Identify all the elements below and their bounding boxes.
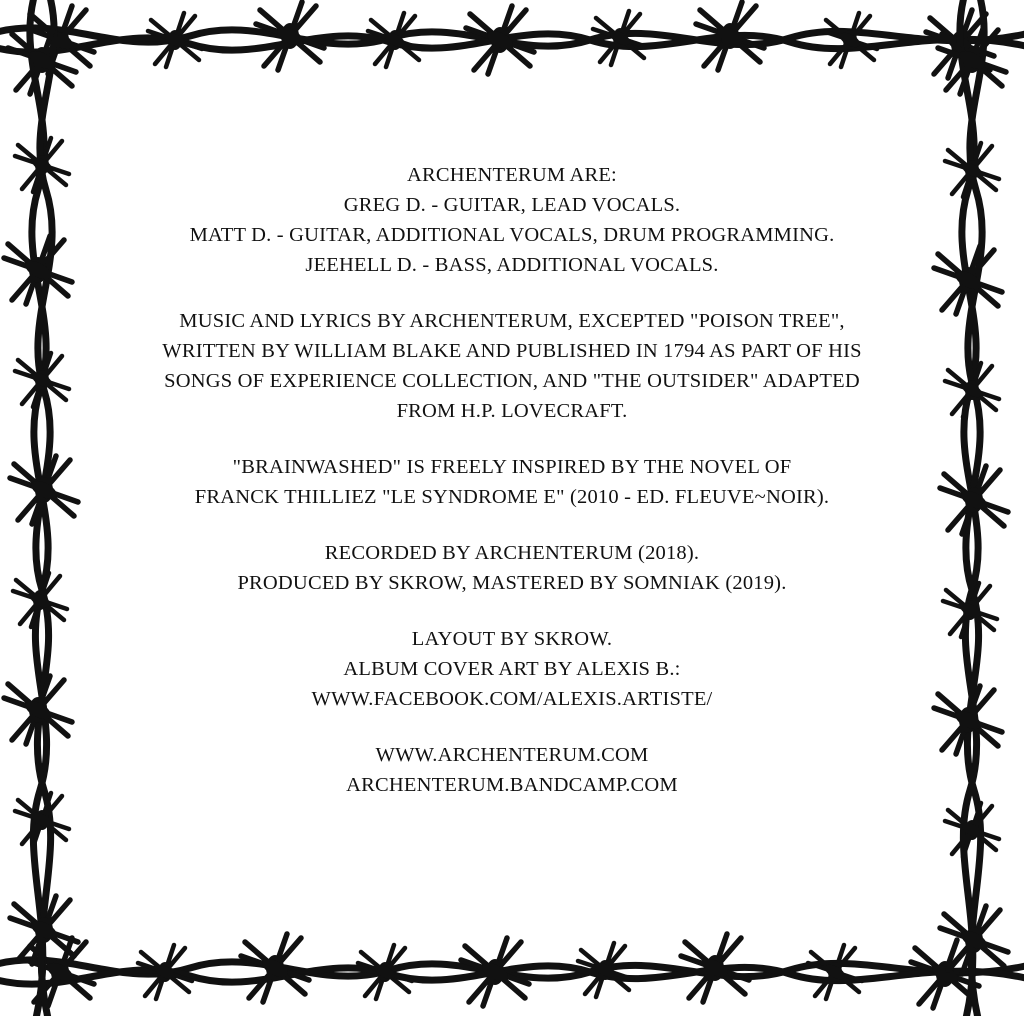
credits-line: ARCHENTERUM ARE:: [407, 164, 617, 186]
credits-line: RECORDED BY ARCHENTERUM (2018).: [324, 542, 700, 564]
music-and-lyrics-credits-block: [0, 306, 1024, 426]
credits-line: ALBUM COVER ART BY ALEXIS B.:: [343, 658, 681, 680]
production-credits-block: [0, 538, 1024, 598]
bandcamp-url: ARCHENTERUM.BANDCAMP.COM: [346, 774, 678, 796]
band-members-block: [0, 160, 1024, 280]
web-links-block: [0, 740, 1024, 800]
credits-line: GREG D. - GUITAR, LEAD VOCALS.: [343, 194, 681, 216]
credits-line: "BRAINWASHED" IS FREELY INSPIRED BY THE NOVEL OF: [232, 456, 792, 478]
credits-line: SONGS OF EXPERIENCE COLLECTION, AND "THE OUTSIDER" ADAPTED: [164, 370, 860, 392]
credits-line: WRITTEN BY WILLIAM BLAKE AND PUBLISHED IN 1794 AS PART OF HIS: [162, 340, 862, 362]
credits-line: LAYOUT BY SKROW.: [411, 628, 613, 650]
credits-line: PRODUCED BY SKROW, MASTERED BY SOMNIAK (2019).: [237, 572, 787, 594]
artwork-credits-block: [0, 624, 1024, 714]
brainwashed-inspiration-block: [0, 452, 1024, 512]
credits-line: JEEHELL D. - BASS, ADDITIONAL VOCALS.: [305, 254, 719, 276]
credits-line: MATT D. - GUITAR, ADDITIONAL VOCALS, DRUM PROGRAMMING.: [189, 224, 835, 246]
credits-line: MUSIC AND LYRICS BY ARCHENTERUM, EXCEPTED "POISON TREE",: [179, 310, 845, 332]
cover-art-url: WWW.FACEBOOK.COM/ALEXIS.ARTISTE/: [311, 688, 713, 710]
credits-text: [0, 160, 1024, 800]
credits-line: FRANCK THILLIEZ "LE SYNDROME E" (2010 - ED. FLEUVE~NOIR).: [194, 486, 830, 508]
website-url: WWW.ARCHENTERUM.COM: [375, 744, 649, 766]
credits-line: FROM H.P. LOVECRAFT.: [396, 400, 628, 422]
